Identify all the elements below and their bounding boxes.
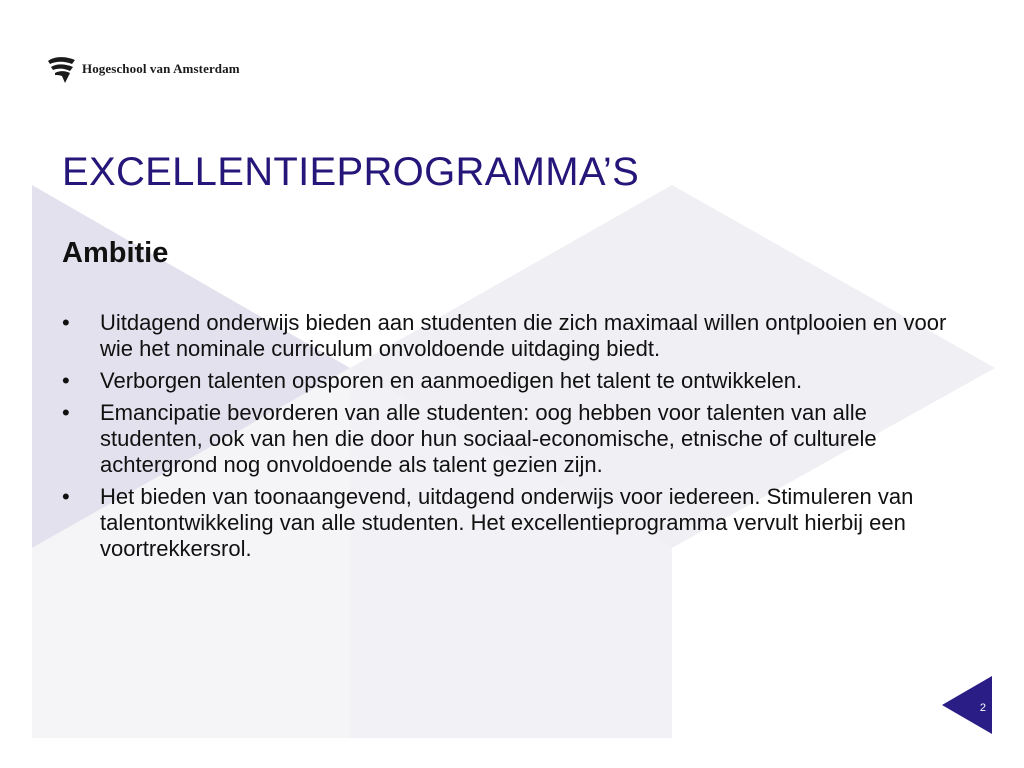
bullet-text: Uitdagend onderwijs bieden aan studenten die zich maximaal willen ontplooien en voor wie het nominale curriculum onvoldoende uitdaging biedt. [100,310,947,361]
logo [46,53,240,85]
bullet-item [62,484,962,562]
bullet-item [62,310,962,362]
hva-logo-icon [46,53,78,85]
bullet-icon: • [62,484,70,509]
bullet-item [62,400,962,478]
page-number: 2 [979,702,986,714]
bullet-text: Het bieden van toonaangevend, uitdagend onderwijs voor iedereen. Stimuleren van talentontwikkeling van alle studenten. Het excellentieprogramma vervult hierbij een voortrekkersrol. [100,484,914,561]
slide-title: EXCELLENTIEPROGRAMMA’S [62,150,640,194]
bullet-icon: • [62,310,70,335]
bullet-text: Verborgen talenten opsporen en aanmoedigen het talent te ontwikkelen. [100,368,803,393]
bullet-icon: • [62,400,70,425]
bullet-item [62,368,962,394]
bullet-list [62,310,962,568]
bullet-text: Emancipatie bevorderen van alle studenten: oog hebben voor talenten van alle studenten, ook van hen die door hun sociaal-economische, etnische of culturele achtergrond nog onvoldoende als talent gezien zijn. [100,400,877,477]
bullet-icon: • [62,368,70,393]
slide-subtitle: Ambitie [62,237,169,269]
logo-text: Hogeschool van Amsterdam [82,61,240,76]
